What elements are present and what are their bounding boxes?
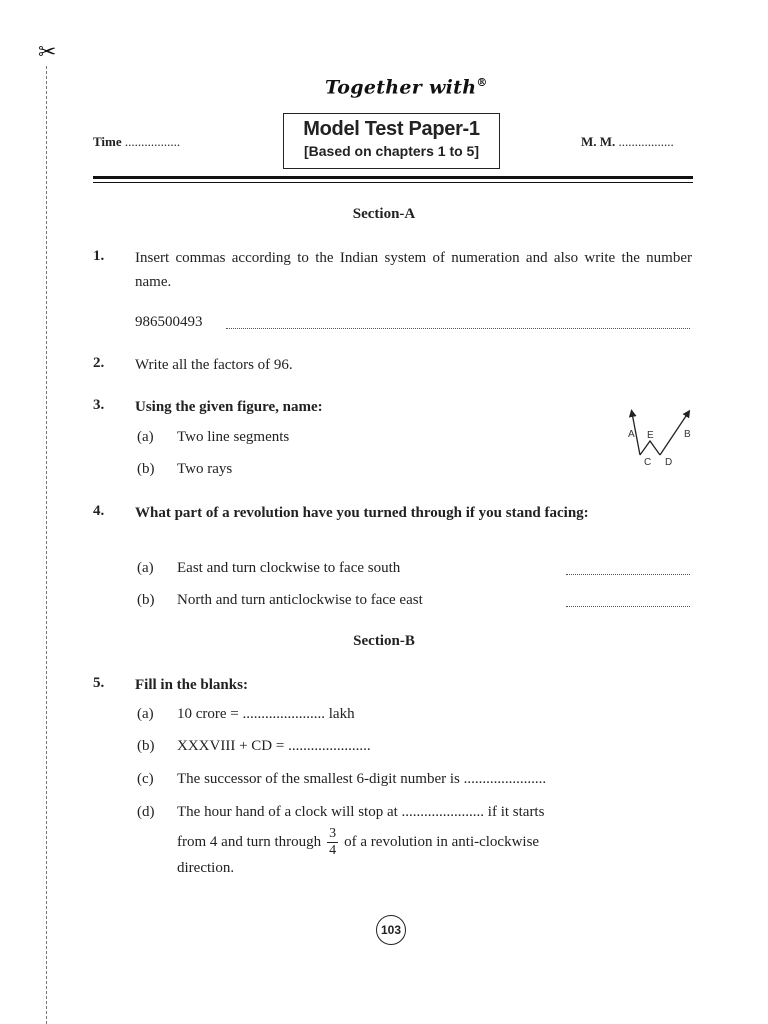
section-b-heading: Section-B <box>353 633 415 649</box>
title-box <box>283 113 500 169</box>
q3-text: Using the given figure, name: <box>135 399 323 415</box>
q5-option-b: (b) XXXVIII + CD = ...................... <box>137 738 371 754</box>
q5-text: Fill in the blanks: <box>135 677 248 693</box>
q5-b-blank[interactable]: ...................... <box>288 738 371 754</box>
q5-option-d-line2: from 4 and turn through $\frac{3}{4}$ of a revolution in anti-clockwise <box>177 826 540 858</box>
fig-label-e: E <box>647 430 654 441</box>
q2-text: Write all the factors of 96. <box>135 357 293 373</box>
header-rule-thick <box>93 176 693 179</box>
fig-label-d: D <box>665 457 673 468</box>
time-field: Time ................. <box>93 134 181 149</box>
q4-b-answer-line[interactable] <box>566 606 690 607</box>
header-rule-thin <box>93 182 693 183</box>
fig-label-b: B <box>684 429 691 440</box>
max-marks-field: M. M. ................. <box>581 134 674 149</box>
q4-option-a: (a) East and turn clockwise to face south <box>137 560 401 576</box>
q5-option-d-line3: direction. <box>177 860 235 876</box>
q5-number: 5. <box>93 675 105 691</box>
page-number: 103 <box>376 915 406 945</box>
q5-d-blank[interactable]: ...................... <box>401 804 485 820</box>
q3-option-a: (a) Two line segments <box>137 429 290 445</box>
q4-number: 4. <box>93 503 105 519</box>
q1-text: Insert commas according to the Indian system of numeration and also write the number name. <box>135 250 692 290</box>
q1-number-value: 986500493 <box>135 314 203 330</box>
scissors-icon: ✂ <box>38 40 57 65</box>
page-title: Model Test Paper-1 <box>303 118 480 140</box>
q4-option-b: (b) North and turn anticlockwise to face east <box>137 592 423 608</box>
q4-a-answer-line[interactable] <box>566 574 690 575</box>
q2-number: 2. <box>93 355 105 371</box>
q5-c-blank[interactable]: ...................... <box>463 771 547 787</box>
q4-text: What part of a revolution have you turned through if you stand facing: <box>135 505 589 521</box>
q5-a-blank[interactable]: ...................... <box>242 706 326 722</box>
q5-option-a: (a) 10 crore = ...................... lakh <box>137 706 355 722</box>
q5-option-d-line1: (d) The hour hand of a clock will stop at ...................... if it starts <box>137 804 545 820</box>
rays-figure <box>620 405 700 475</box>
fig-label-c: C <box>644 457 652 468</box>
q1-number: 1. <box>93 248 105 264</box>
section-a-heading: Section-A <box>352 206 416 222</box>
fig-label-a: A <box>628 429 635 440</box>
brand-logo: Together with® <box>325 76 488 99</box>
q5-option-c: (c) The successor of the smallest 6-digit number is ...................... <box>137 771 547 787</box>
fraction-three-quarters: $\frac{3}{4}$ <box>329 826 337 858</box>
page-subtitle: [Based on chapters 1 to 5] <box>303 143 480 159</box>
q3-number: 3. <box>93 397 105 413</box>
q3-option-b: (b) Two rays <box>137 461 233 477</box>
q1-answer-line[interactable] <box>226 328 690 329</box>
